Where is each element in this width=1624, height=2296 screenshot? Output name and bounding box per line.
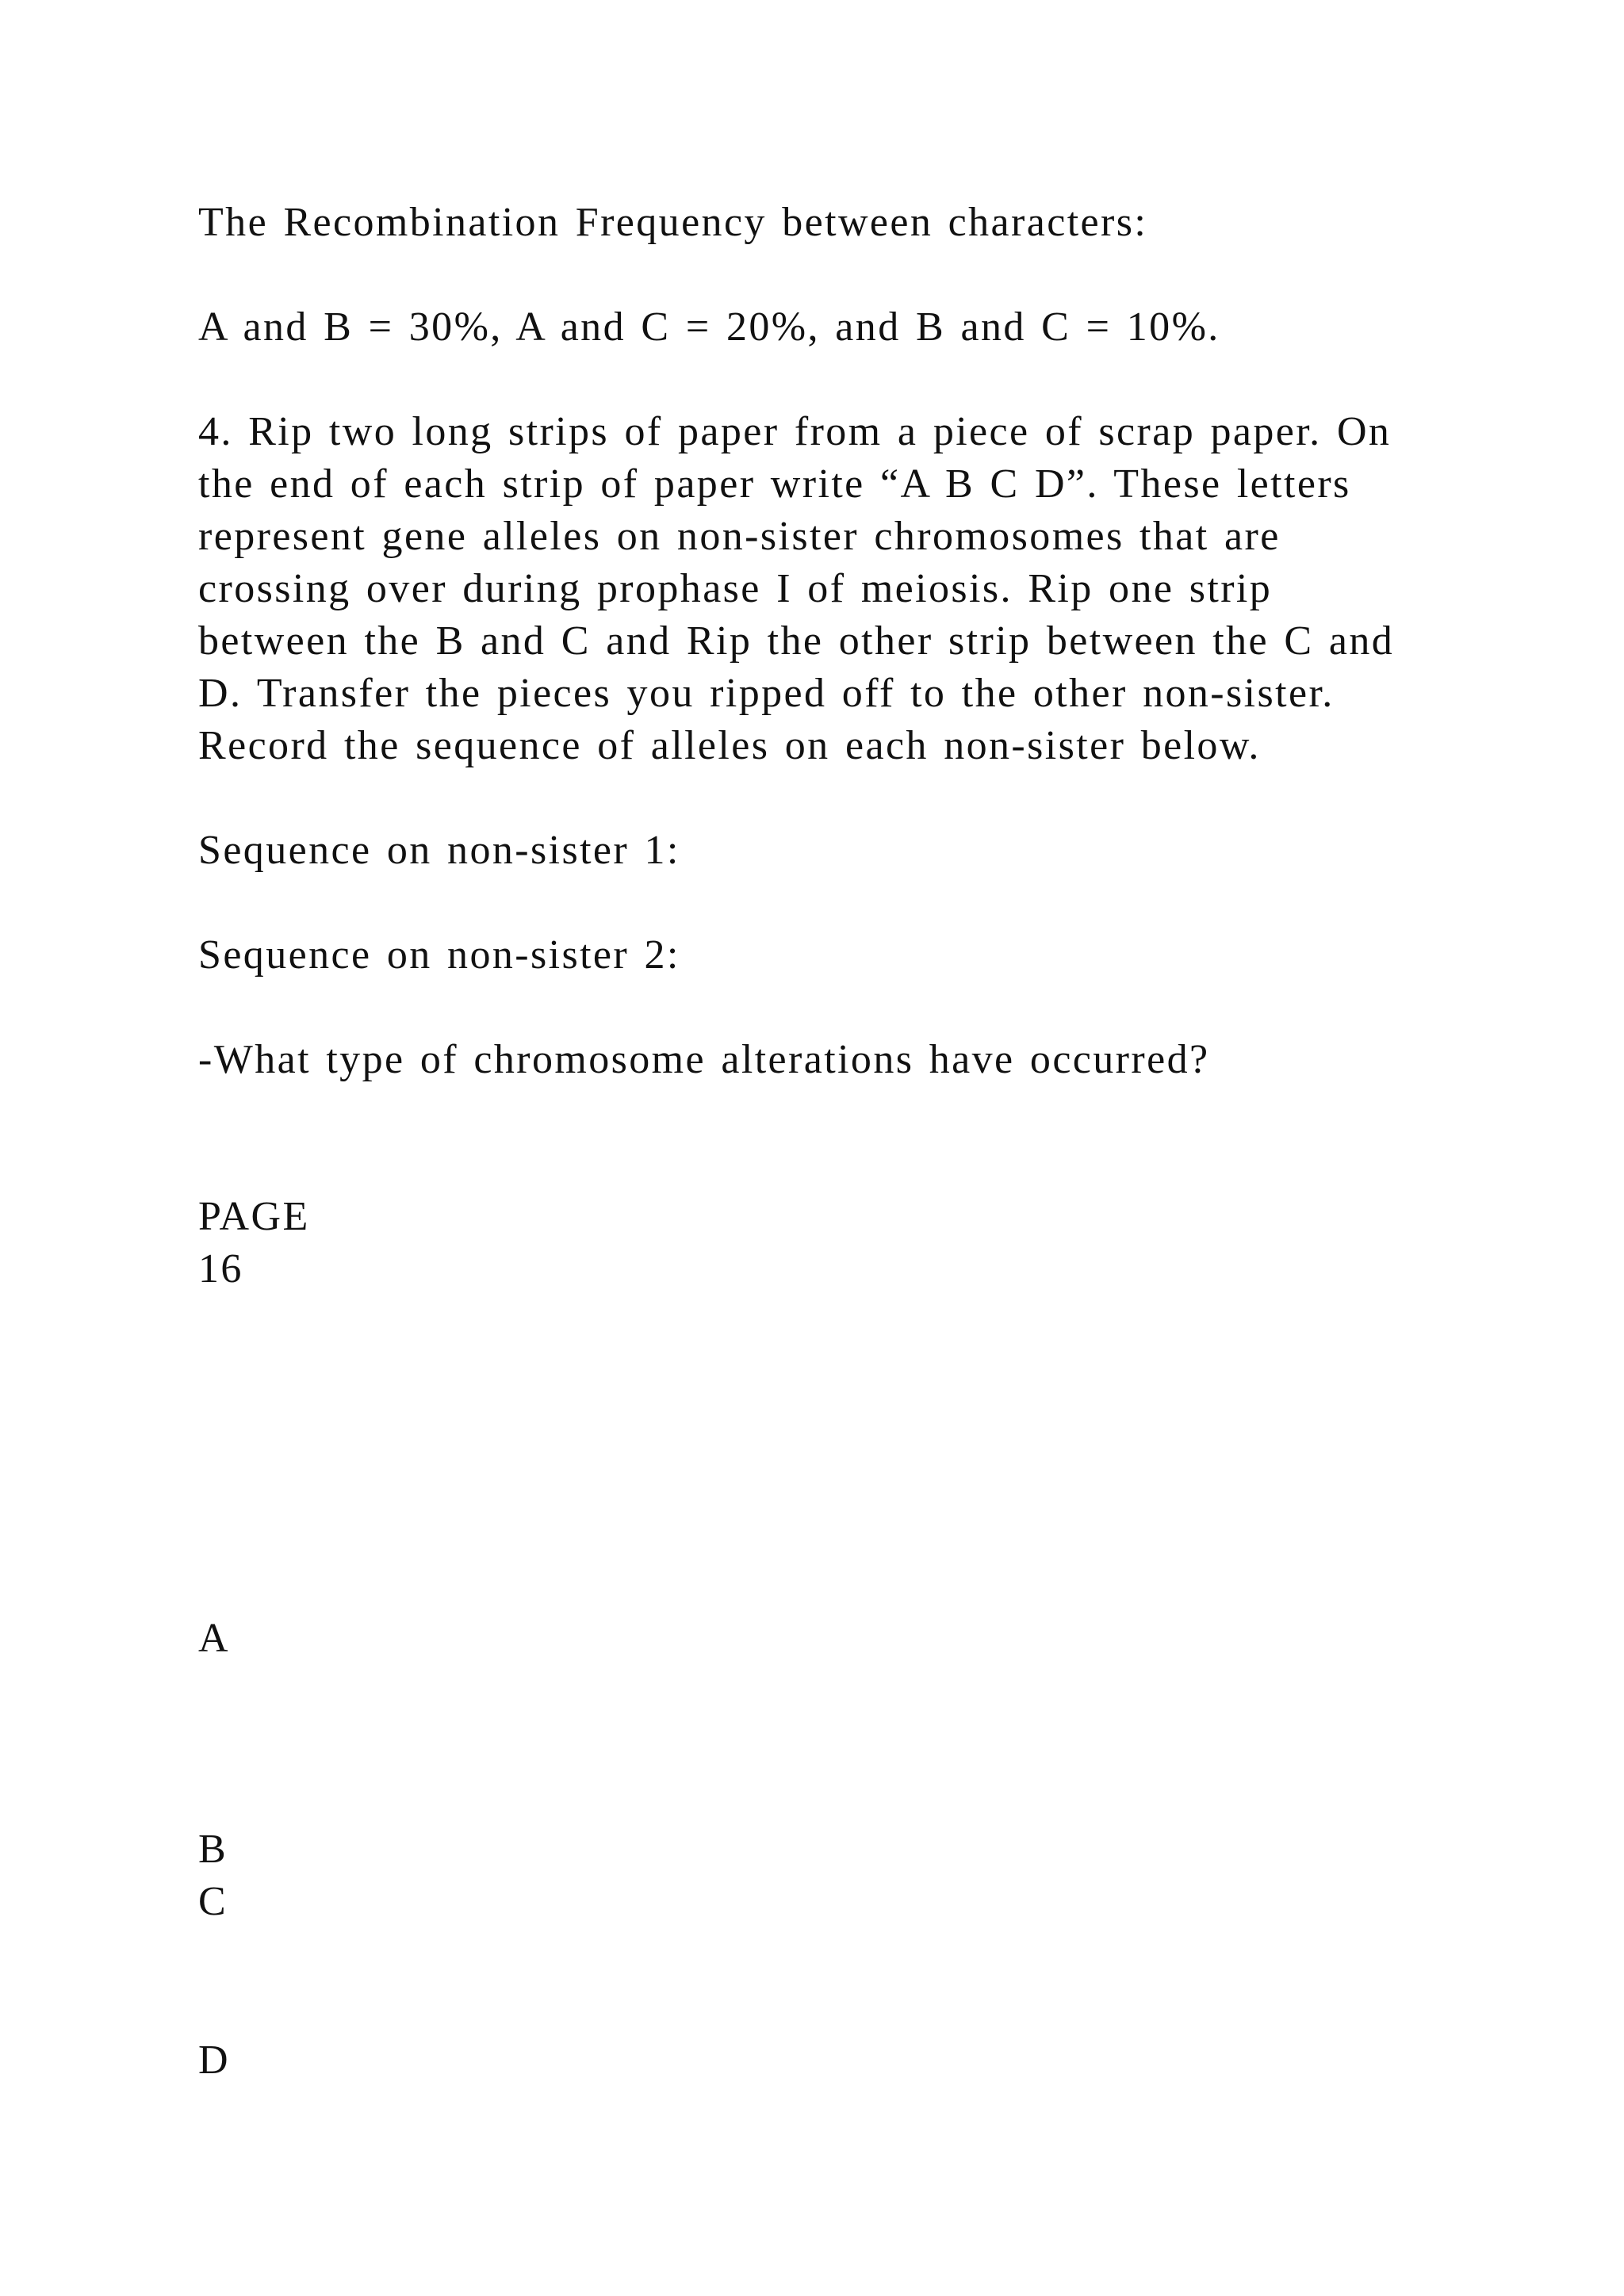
instruction-line: Record the sequence of alleles on each non-sister below. — [198, 723, 1261, 768]
page-number: 16 — [198, 1246, 243, 1292]
instruction-line: the end of each strip of paper write “A B C D”. These letters — [198, 461, 1351, 507]
gene-letter-b: B — [198, 1827, 228, 1872]
gene-letter-c: C — [198, 1879, 228, 1924]
gene-letter-a: A — [198, 1616, 230, 1661]
instruction-line: crossing over during prophase I of meiosis. Rip one strip — [198, 566, 1273, 611]
page-label: PAGE — [198, 1194, 310, 1239]
heading: The Recombination Frequency between characters: — [198, 200, 1148, 245]
instruction-line: 4. Rip two long strips of paper from a piece of scrap paper. On — [198, 409, 1392, 454]
question: -What type of chromosome alterations have occurred? — [198, 1037, 1210, 1082]
instruction-line: represent gene alleles on non-sister chromosomes that are — [198, 514, 1281, 559]
instruction-line: D. Transfer the pieces you ripped off to the other non-sister. — [198, 671, 1335, 716]
recombination-frequencies: A and B = 30%, A and C = 20%, and B and C = 10%. — [198, 304, 1220, 350]
instruction-line: between the B and C and Rip the other strip between the C and — [198, 618, 1395, 664]
sequence-1-label: Sequence on non-sister 1: — [198, 828, 680, 873]
gene-letter-d: D — [198, 2038, 230, 2083]
sequence-2-label: Sequence on non-sister 2: — [198, 932, 680, 978]
